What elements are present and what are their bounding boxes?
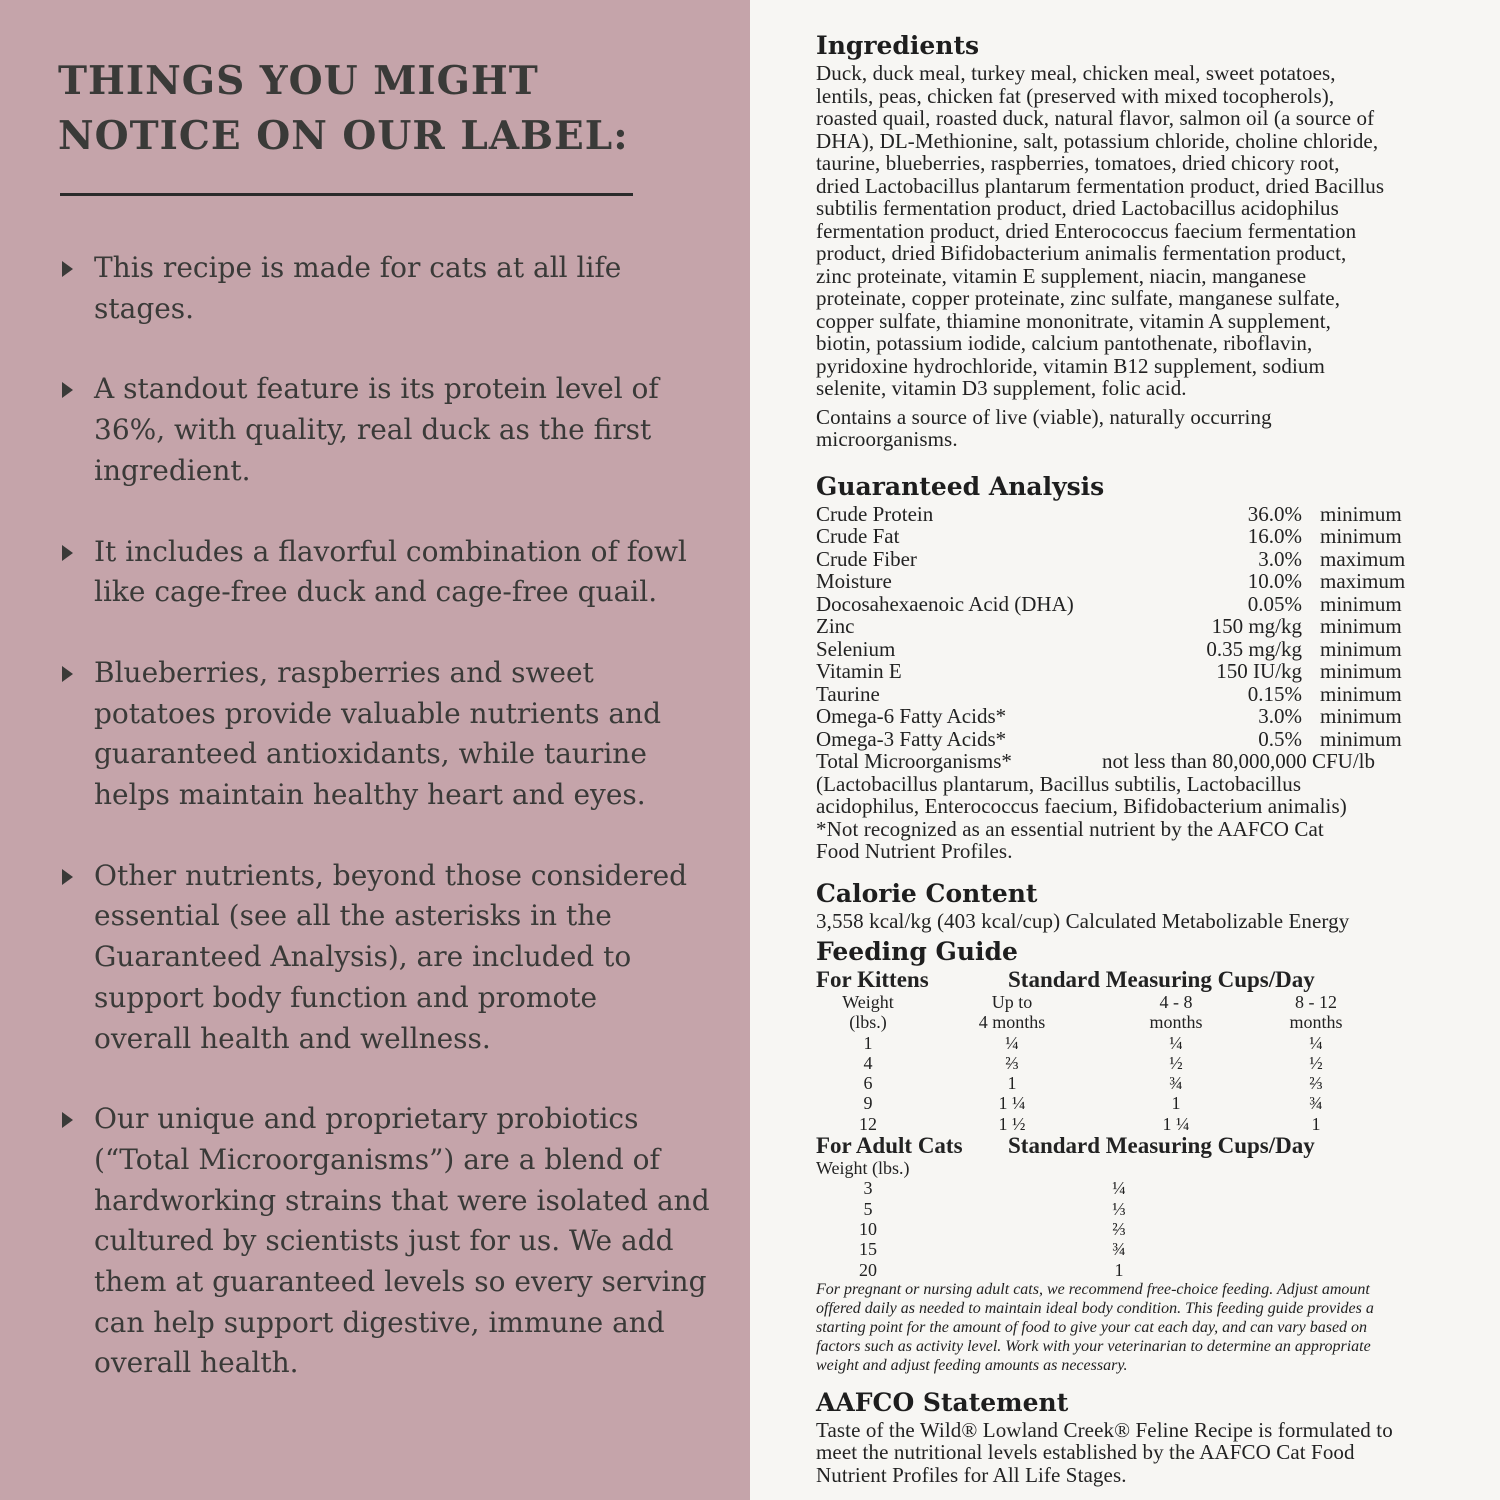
bullet-line: It includes a flavorful combination of fowl xyxy=(94,534,687,568)
ingredients-line: product, dried Bifidobacterium animalis fermentation product, xyxy=(816,241,1347,265)
bullet-line: Blueberries, raspberries and sweet xyxy=(94,655,594,689)
bullet-line: hardworking strains that were isolated and xyxy=(94,1183,710,1217)
bullet-line: them at guaranteed levels so every serving xyxy=(94,1265,707,1299)
bullet-line: essential (see all the asterisks in the xyxy=(94,899,612,933)
nutrient-value: 0.35 mg/kg xyxy=(1206,636,1302,661)
ingredients-line: dried Lactobacillus plantarum fermentation product, dried Bacillus xyxy=(816,173,1385,198)
bullet-line: can help support digestive, immune and xyxy=(94,1305,665,1339)
analysis-row xyxy=(816,683,1466,706)
kitten-row xyxy=(816,1053,1466,1073)
adult-row xyxy=(816,1260,1466,1280)
aafco-line: Taste of the Wild® Lowland Creek® Feline Recipe is formulated to xyxy=(816,1417,1393,1442)
kitten-cell: 1 ¼ xyxy=(998,1093,1026,1114)
aafco-line: Nutrient Profiles for All Life Stages. xyxy=(816,1462,1127,1487)
nutrient-value: 0.5% xyxy=(1258,726,1302,751)
ingredients-line: Duck, duck meal, turkey meal, chicken meal, sweet potatoes, xyxy=(816,61,1336,85)
bullet-item xyxy=(62,369,742,491)
nutrient-value: 0.15% xyxy=(1247,681,1302,706)
ingredients-line: roasted quail, roasted duck, natural flavor, salmon oil (a source of xyxy=(816,106,1375,130)
analysis-row xyxy=(816,503,1466,526)
kitten-cell: 1 xyxy=(1311,1113,1321,1134)
kitten-header-cell: 4 months xyxy=(978,1012,1046,1033)
feeding-note xyxy=(816,1280,1466,1375)
analysis-footnote-line: acidophilus, Enterococcus faecium, Bifidobacterium animalis) xyxy=(816,794,1347,818)
kitten-cell: 4 xyxy=(863,1052,873,1073)
adult-cell: 1 xyxy=(1114,1259,1124,1280)
label-column xyxy=(816,30,1466,1486)
nutrient-name: Taurine xyxy=(816,681,880,706)
nutrient-value: 0.05% xyxy=(1247,591,1302,616)
adult-cell: 15 xyxy=(859,1239,877,1260)
kitten-cell: 1 xyxy=(1171,1093,1181,1114)
kitten-cell: ¾ xyxy=(1169,1073,1183,1094)
bullet-line: 36%, with quality, real duck as the first xyxy=(94,413,652,447)
headline-line: NOTICE ON OUR LABEL: xyxy=(58,113,629,159)
kittens-label: For Kittens xyxy=(816,967,929,992)
cups-label: Standard Measuring Cups/Day xyxy=(1008,967,1315,992)
analysis-footnote-line: *Not recognized as an essential nutrient by the AAFCO Cat xyxy=(816,816,1324,841)
bullet-line: (“Total Microorganisms”) are a blend of xyxy=(94,1142,660,1176)
nutrient-qualifier: minimum xyxy=(1320,501,1402,526)
ingredients-line: proteinate, copper proteinate, zinc sulfate, manganese sulfate, xyxy=(816,286,1341,310)
analysis-row xyxy=(816,705,1466,728)
bullet-line: stages. xyxy=(94,291,195,325)
feeding-title: Feeding Guide xyxy=(816,937,1018,966)
nutrient-qualifier: maximum xyxy=(1320,569,1406,593)
adult-cell: ¾ xyxy=(1112,1239,1126,1260)
analysis-table xyxy=(816,503,1466,751)
nutrient-qualifier: minimum xyxy=(1320,524,1402,548)
nutrient-qualifier: minimum xyxy=(1320,614,1402,638)
kitten-header-cell: (lbs.) xyxy=(849,1012,887,1033)
kitten-row xyxy=(816,1114,1466,1134)
bullet-list xyxy=(62,248,742,1424)
nutrient-value: 150 mg/kg xyxy=(1211,614,1302,638)
feeding-note-line: factors such as activity level. Work with your veterinarian to determine an appropriate xyxy=(816,1337,1371,1355)
bullet-line: ingredient. xyxy=(94,453,251,487)
adult-row xyxy=(816,1178,1466,1198)
bullet-item xyxy=(62,653,742,816)
kitten-cell: 1 ½ xyxy=(998,1113,1026,1134)
nutrient-qualifier: minimum xyxy=(1320,591,1402,616)
kitten-cell: 1 xyxy=(1007,1073,1017,1094)
nutrient-qualifier: maximum xyxy=(1320,546,1406,571)
adult-cell: 10 xyxy=(859,1218,877,1239)
nutrient-value: 16.0% xyxy=(1247,524,1302,548)
bullet-line: helps maintain healthy heart and eyes. xyxy=(94,778,646,812)
kitten-row xyxy=(816,1033,1466,1053)
adult-cell: ¼ xyxy=(1112,1178,1126,1199)
kitten-cell: 9 xyxy=(863,1093,873,1114)
analysis-row xyxy=(816,570,1466,593)
ingredients-note xyxy=(816,406,1466,451)
nutrient-name: Selenium xyxy=(816,636,896,661)
nutrient-value: 10.0% xyxy=(1247,569,1302,593)
ingredients-line: biotin, potassium iodide, calcium pantothenate, riboflavin, xyxy=(816,331,1313,355)
kitten-cell: ½ xyxy=(1169,1052,1183,1073)
ingredients-line: subtilis fermentation product, dried Lactobacillus acidophilus xyxy=(816,196,1339,220)
kitten-header-cell: 4 - 8 xyxy=(1159,992,1193,1012)
nutrient-name: Omega-6 Fatty Acids* xyxy=(816,704,1007,728)
bullet-line: potatoes provide valuable nutrients and xyxy=(94,696,661,730)
analysis-row xyxy=(816,750,1466,773)
adult-row xyxy=(816,1199,1466,1219)
analysis-footnote-line: Food Nutrient Profiles. xyxy=(816,839,1013,863)
analysis-row xyxy=(816,638,1466,661)
feeding-note-line: For pregnant or nursing adult cats, we recommend free-choice feeding. Adjust amount xyxy=(816,1280,1370,1298)
nutrient-name: Vitamin E xyxy=(816,659,902,683)
analysis-row xyxy=(816,660,1466,683)
bullet-line: support body function and promote xyxy=(94,980,598,1014)
adult-weight-header xyxy=(816,1158,1466,1178)
microorganisms-value: not less than 80,000,000 CFU/lb xyxy=(1102,749,1376,773)
analysis-row xyxy=(816,728,1466,751)
analysis-row xyxy=(816,525,1466,548)
kitten-table xyxy=(816,992,1466,1134)
kitten-cell: 6 xyxy=(863,1073,873,1094)
kitten-cell: ¾ xyxy=(1309,1093,1323,1114)
adult-row xyxy=(816,1239,1466,1259)
kitten-cell: 1 ¼ xyxy=(1162,1113,1190,1134)
bullet-item xyxy=(62,1099,742,1384)
calorie-text xyxy=(816,910,1466,933)
nutrient-qualifier: minimum xyxy=(1320,704,1402,728)
feeding-note-line: starting point for the amount of food to give your cat each day, and can vary based on xyxy=(816,1318,1368,1336)
adult-cell: 5 xyxy=(863,1198,873,1219)
ingredients-line: taurine, blueberries, raspberries, tomatoes, dried chicory root, xyxy=(816,151,1340,175)
nutrient-name: Zinc xyxy=(816,614,855,638)
triangle-bullet-icon xyxy=(62,382,73,398)
kitten-row xyxy=(816,1073,1466,1093)
ingredients-line: zinc proteinate, vitamin E supplement, niacin, manganese xyxy=(816,263,1307,288)
kitten-header-cell: Up to xyxy=(991,992,1033,1012)
divider xyxy=(60,193,633,196)
kitten-header-cell: 8 - 12 xyxy=(1295,992,1337,1012)
bullet-line: Other nutrients, beyond those considered xyxy=(94,858,688,892)
microorganisms-name: Total Microorganisms* xyxy=(816,749,1012,773)
nutrient-value: 150 IU/kg xyxy=(1216,659,1302,683)
adults-label: For Adult Cats xyxy=(816,1133,963,1159)
aafco-title: AAFCO Statement xyxy=(816,1387,1069,1417)
nutrient-name: Crude Fiber xyxy=(816,546,917,571)
adult-row xyxy=(816,1219,1466,1239)
bullet-line: Guaranteed Analysis), are included to xyxy=(94,940,632,974)
bullet-line: Our unique and proprietary probiotics xyxy=(94,1102,639,1136)
calorie-value: 3,558 kcal/kg (403 kcal/cup) Calculated Metabolizable Energy xyxy=(816,908,1350,933)
analysis-footnote xyxy=(816,773,1466,863)
kitten-cell: ⅔ xyxy=(1309,1073,1323,1094)
kitten-cell: ¼ xyxy=(1169,1032,1183,1053)
triangle-bullet-icon xyxy=(62,666,73,682)
nutrient-qualifier: minimum xyxy=(1320,726,1402,751)
kitten-row xyxy=(816,1093,1466,1113)
kitten-header-cell: Weight xyxy=(842,992,894,1012)
kitten-cell: ½ xyxy=(1309,1052,1323,1073)
kitten-cell: 1 xyxy=(863,1032,873,1053)
bullet-line: like cage-free duck and cage-free quail. xyxy=(94,575,658,609)
kitten-header-cell: months xyxy=(1289,1012,1343,1033)
adults-header xyxy=(816,1134,1466,1158)
headline xyxy=(58,54,629,164)
nutrient-qualifier: minimum xyxy=(1320,681,1402,706)
bullet-line: A standout feature is its protein level of xyxy=(94,372,659,406)
nutrient-name: Omega-3 Fatty Acids* xyxy=(816,726,1007,751)
analysis-footnote-line: (Lactobacillus plantarum, Bacillus subtilis, Lactobacillus xyxy=(816,771,1302,796)
nutrient-name: Docosahexaenoic Acid (DHA) xyxy=(816,591,1074,616)
ingredients-title: Ingredients xyxy=(816,31,980,60)
bullet-item xyxy=(62,532,742,613)
nutrient-name: Crude Protein xyxy=(816,501,934,526)
adult-cell: ⅔ xyxy=(1112,1218,1126,1239)
cups-label: Standard Measuring Cups/Day xyxy=(1008,1133,1315,1159)
calorie-title: Calorie Content xyxy=(816,878,1038,908)
ingredients-text xyxy=(816,62,1466,400)
kitten-header-cell: months xyxy=(1149,1012,1203,1033)
ingredients-line: pyridoxine hydrochloride, vitamin B12 supplement, sodium xyxy=(816,353,1325,378)
nutrient-value: 36.0% xyxy=(1247,501,1302,526)
bullet-line: overall health and wellness. xyxy=(94,1021,491,1055)
nutrient-value: 3.0% xyxy=(1258,546,1302,571)
aafco-line: meet the nutritional levels established by the AAFCO Cat Food xyxy=(816,1440,1355,1465)
triangle-bullet-icon xyxy=(62,1112,73,1128)
ingredients-line: DHA), DL-Methionine, salt, potassium chloride, choline chloride, xyxy=(816,128,1379,153)
bullet-line: This recipe is made for cats at all life xyxy=(94,251,622,284)
bullet-line: cultured by scientists just for us. We add xyxy=(94,1224,674,1258)
analysis-row xyxy=(816,548,1466,571)
nutrient-qualifier: minimum xyxy=(1320,636,1402,661)
bullet-line: guaranteed antioxidants, while taurine xyxy=(94,737,647,771)
nutrient-name: Moisture xyxy=(816,569,892,593)
triangle-bullet-icon xyxy=(62,869,73,885)
aafco-text xyxy=(816,1419,1466,1487)
nutrient-value: 3.0% xyxy=(1258,704,1302,728)
ingredients-line: copper sulfate, thiamine mononitrate, vitamin A supplement, xyxy=(816,308,1332,333)
kitten-cell: ¼ xyxy=(1005,1032,1019,1053)
headline-line: THINGS YOU MIGHT xyxy=(58,58,539,104)
feeding-note-line: offered daily as needed to maintain ideal body condition. This feeding guide provides a xyxy=(816,1299,1374,1317)
kitten-cell: ⅔ xyxy=(1005,1052,1019,1073)
analysis-title: Guaranteed Analysis xyxy=(816,471,1105,501)
ingredients-note-line: microorganisms. xyxy=(816,427,958,451)
analysis-row xyxy=(816,615,1466,638)
ingredients-line: lentils, peas, chicken fat (preserved with mixed tocopherols), xyxy=(816,83,1335,108)
adult-cell: 20 xyxy=(859,1259,877,1280)
nutrient-qualifier: minimum xyxy=(1320,659,1402,683)
adult-cell: ⅓ xyxy=(1112,1198,1126,1219)
adult-weight-label: Weight (lbs.) xyxy=(816,1158,910,1179)
kittens-header xyxy=(816,968,1466,992)
nutrient-name: Crude Fat xyxy=(816,524,900,548)
bullet-line: overall health. xyxy=(94,1346,299,1380)
label-panel xyxy=(750,0,1500,1500)
ingredients-note-line: Contains a source of live (viable), naturally occurring xyxy=(816,404,1272,429)
triangle-bullet-icon xyxy=(62,261,73,277)
bullet-item xyxy=(62,856,742,1060)
adult-table xyxy=(816,1178,1466,1279)
feeding-note-line: weight and adjust feeding amounts as necessary. xyxy=(816,1356,1128,1374)
analysis-row xyxy=(816,593,1466,616)
ingredients-line: fermentation product, dried Enterococcus faecium fermentation xyxy=(816,218,1357,243)
kitten-cell: ¼ xyxy=(1309,1032,1323,1053)
bullet-item xyxy=(62,248,742,329)
kitten-cell: 12 xyxy=(859,1113,877,1134)
ingredients-line: selenite, vitamin D3 supplement, folic acid. xyxy=(816,376,1187,400)
kitten-header-row xyxy=(816,992,1466,1012)
kitten-header-row xyxy=(816,1012,1466,1032)
adult-cell: 3 xyxy=(863,1178,873,1199)
triangle-bullet-icon xyxy=(62,545,73,561)
